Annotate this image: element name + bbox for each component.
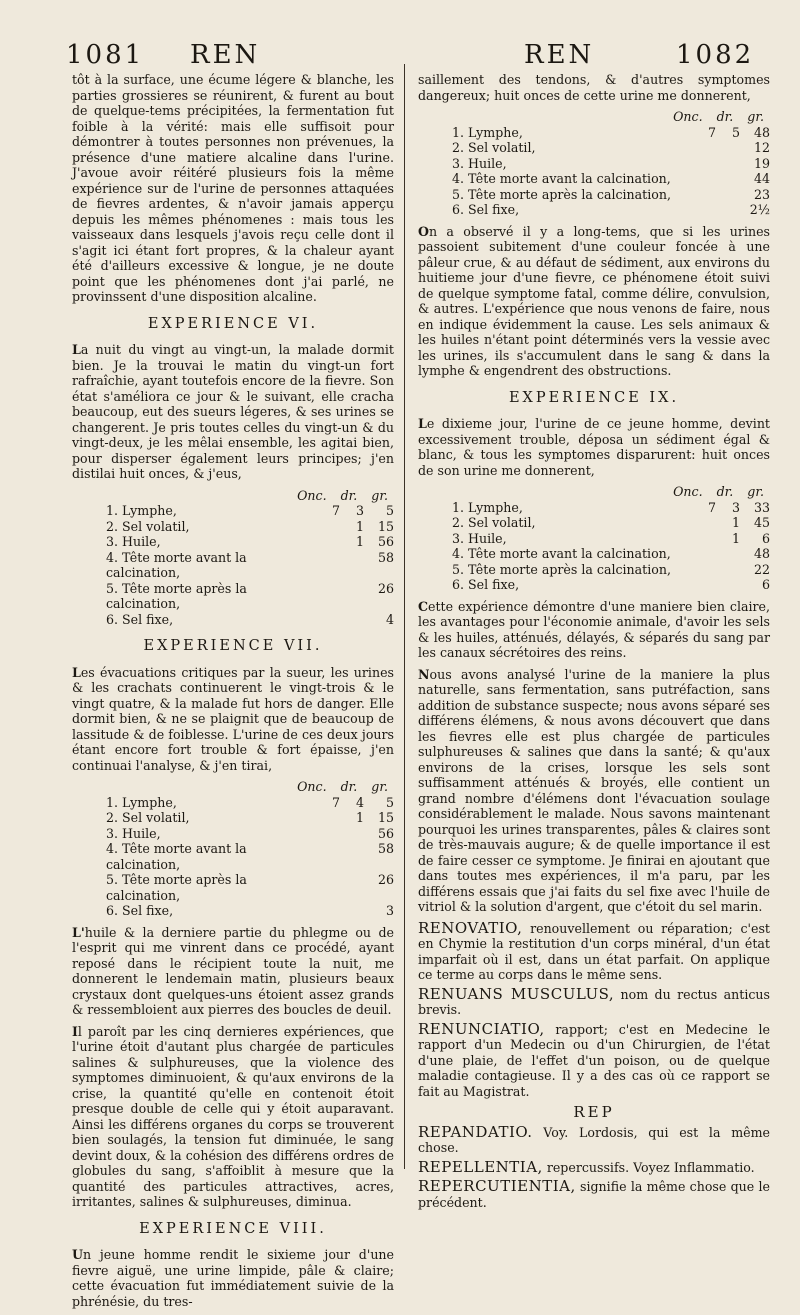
table-row [72,612,394,628]
row-label: 2. Sel volatil, [452,140,536,155]
col-gr: gr. [371,779,388,794]
dictionary-entry-repandatio [418,1122,770,1156]
paragraph-summary: Nous avons analysé l'urine de la maniere la plus naturelle, sans fermentation, sans putréfaction, sans addition de substance suspecte; nous avons séparé ses différens élémens, & nous avons découvert que dans les fievres elle est plus chargée de particules sulphureuses & salines que dans la santé; & qu'aux environs de la crises, lorsque les sels sont suffisamment atténués & broyés, elle contient un grand nombre d'élémens dont l'évacuation soulage considérablement le malade. Nous savons maintenant pourquoi les urines transparentes, pâles & claires sont de très-mauvais augure; & de quelle importance il est de faire cesser ce symptome. Je finirai en ajoutant que dans toutes mes expériences, il m'a paru, par les différens essais que j'ai faits du sel fixe avec l'huile de vitriol & la solution d'argent, que c'étoit du sel marin. [418,666,770,914]
table-row [418,171,770,187]
row-label: 3. Huile, [106,534,161,549]
row-label: 1. Lymphe, [452,124,523,140]
col-onc: Onc. [673,109,703,124]
cell-dr: 1 [355,518,364,534]
col-gr: gr. [747,484,764,499]
left-page-number: 1081 [66,40,145,70]
row-label: 2. Sel volatil, [106,810,190,825]
cell-gr: 56 [377,534,394,549]
cell-dr: 1 [355,534,364,549]
row-label: 5. Tête morte après la calcination, [106,580,247,611]
table-experience-6 [72,488,394,628]
entry-text: renouvellement ou réparation; c'est en Chymie la restitution d'un corps minéral, d'un état imparfait où il est, dans un état parfait. On applique ce terme au corps dans le même sens. [418,920,770,982]
heading-experience-6: EXPERIENCE VI. [147,315,319,332]
heading-experience-7: EXPERIENCE VII. [143,638,323,654]
paragraph-observation: On a observé il y a long-tems, que si les urines passoient subitement d'une couleur foncée à une pâleur crue, & au défaut de sédiment, aux environs du huitieme jour d'une fievre, ce phénomene étoit suivi de quelque symptome fatal, comme délire, convulsion, & autres. L'expérience que nous venons de faire, nous en indique évidemment la cause. Les sels animaux & les huiles n'étant point déterminés vers la vessie avec les urines, ils s'accumulent dans le sang & dans la lymphe & engendrent des obstructions. [418,223,770,378]
cell-gr: 6 [761,577,770,592]
left-column [72,72,394,1315]
cell-gr: 33 [753,499,770,515]
paragraph-crystals: L'huile & la derniere partie du phlegme ou de l'esprit qui me vinrent dans ce procédé, ayant reposé dans le récipient toute la nuit, me donnerent le lendemain matin, plusieurs beaux crystaux dont quelques-uns étoient assez grands & ressembloient aux pierres des boucles de deuil. [72,924,394,1017]
cell-dr: 1 [731,515,740,530]
table-row [418,140,770,156]
table-row [418,531,770,547]
column-divider [404,64,405,1169]
table-row [418,562,770,578]
row-label: 1. Lymphe, [452,499,523,515]
col-gr: gr. [747,109,764,124]
entry-headword: RENOVATIO, [418,918,523,937]
cell-onc: 7 [331,794,340,810]
cell-gr: 48 [753,546,770,561]
entry-text: repercussifs. Voyez Inflammatio. [542,1159,755,1175]
dictionary-entry-renuans-musculus [418,984,770,1018]
table-row [72,810,394,826]
table-experience-7 [72,779,394,919]
entry-headword: REPERCUTIENTIA, [418,1177,576,1195]
entry-text: Voy. Lordosis, qui est la même chose. [418,1124,770,1155]
table-row [72,519,394,535]
col-dr: dr. [716,484,734,499]
col-onc: Onc. [673,484,703,499]
cell-gr: 45 [753,515,770,530]
table-row [72,795,394,811]
table-row [72,534,394,550]
paragraph-experience-7: Les évacuations critiques par la sueur, les urines & les crachats continuerent le vingt-trois & le vingt quatre, & la malade fut hors de danger. Elle dormit bien, & ne se plaignit que de beaucoup de lassitude & de foiblesse. L'urine de ces deux jours étant encore fort trouble & fort épaisse, j'en continuai l'analyse, & j'en tirai, [72,664,394,773]
cell-gr: 26 [377,580,394,596]
table-row [72,826,394,842]
cell-gr: 44 [753,171,770,186]
cell-gr: 19 [753,155,770,171]
row-label: 4. Tête morte avant la calcination, [106,841,247,872]
cell-dr: 3 [355,503,364,518]
heading-experience-9: EXPERIENCE IX. [508,389,680,406]
cell-gr: 5 [385,503,394,518]
dictionary-entry-renovatio [418,918,770,983]
cell-gr: 2½ [749,202,770,217]
row-label: 1. Lymphe, [106,794,177,810]
cell-gr: 15 [377,810,394,825]
right-page-number: 1082 [676,40,755,70]
table-row [418,500,770,516]
table-row [72,581,394,612]
dictionary-entry-repercutientia [418,1179,770,1210]
row-label: 3. Huile, [106,825,161,841]
table-row [72,841,394,872]
heading-experience-8: EXPERIENCE VIII. [139,1220,327,1237]
paragraph-experience-6: La nuit du vingt au vingt-un, la malade dormit bien. Je la trouvai le matin du vingt-un fort rafraîchie, ayant toutefois encore de la fievre. Son état s'améliora ce jour & le suivant, elle cracha beaucoup, eut des sueurs légeres, & ses urines se changerent. Je pris toutes celles du vingt-un & du vingt-deux, je les mêlai ensemble, les agitai bien, pour disperser également leurs principes; j'en distilai huit onces, & j'eus, [72,342,394,481]
entry-text: nom du rectus anticus brevis. [418,986,770,1017]
row-label: 4. Tête morte avant la calcination, [106,549,247,580]
paragraph-intro: tôt à la surface, une écume légere & blanche, les parties grossieres se réunirent, & furent au bout de quelque-tems précipitées, la fermentation fut foible à la vérité: mais elle suffisoit pour démontrer à toutes personnes non prévenues, la présence d'une matiere alcaline dans l'urine. J'avoue avoir réitéré plusieurs fois la même expérience sur de l'urine de personnes attaquées de fievres ardentes, & n'avoir jamais apperçu depuis les mêmes phénomenes : mais tous les vaisseaux dans lesquels j'avois reçu celle dont il s'agit ici étant fort propres, & la chaleur ayant été d'ailleurs excessive & longue, je ne doute point que les phénomenes dont j'ai parlé, ne provinssent d'une disposition alcaline. [72,72,394,304]
row-label: 2. Sel volatil, [452,515,536,530]
paragraph-experience-8-continued: saillement des tendons, & d'autres symptomes dangereux; huit onces de cette urine me donnerent, [418,72,770,103]
row-label: 6. Sel fixe, [452,577,520,592]
entry-text: signifie la même chose que le précédent. [418,1179,770,1210]
cell-gr: 3 [385,903,394,918]
row-label: 4. Tête morte avant la calcination, [452,171,671,186]
table-row [72,872,394,903]
table-header [72,779,394,795]
cell-dr: 3 [731,499,740,515]
col-dr: dr. [716,109,734,124]
cell-dr: 4 [355,794,364,810]
cell-gr: 5 [385,794,394,810]
row-label: 5. Tête morte après la calcination, [452,186,671,202]
row-label: 3. Huile, [452,155,507,171]
table-row [418,187,770,203]
cell-dr: 5 [731,124,740,140]
paragraph-experience-9: Le dixieme jour, l'urine de ce jeune homme, devint excessivement trouble, déposa un sédiment égal & blanc, & tous les symptomes disparurent: huit onces de son urine me donnerent, [418,416,770,478]
table-row [72,903,394,919]
col-onc: Onc. [297,487,327,503]
entry-headword: RENUANS MUSCULUS, [418,984,615,1003]
table-experience-8 [418,109,770,218]
dictionary-entry-repellentia [418,1157,770,1176]
row-label: 6. Sel fixe, [106,903,174,918]
section-heading-rep: REP [573,1103,615,1121]
col-onc: Onc. [297,779,327,794]
row-label: 5. Tête morte après la calcination, [452,561,671,577]
paragraph-conclusion: Il paroît par les cinq dernieres expériences, que l'urine étoit d'autant plus chargée de particules salines & sulphureuses, que la violence des symptomes diminuoient, & qu'aux environs de la crise, la quantité qu'elle en contenoit étoit presque double de celle qui y étoit auparavant. Ainsi les différens organes du corps se trouverent bien soulagés, la tension fut diminuée, le sang devint doux, & la cohésion des différens ordres de globules du sang, s'affoiblit à mesure que la quantité des particules attractives, acres, irritantes, salines & sulphureuses, diminua. [72,1023,394,1209]
cell-gr: 22 [753,561,770,577]
row-label: 4. Tête morte avant la calcination, [452,546,671,561]
left-running-head: REN [190,40,261,70]
entry-headword: RENUNCIATIO, [418,1019,545,1038]
row-label: 3. Huile, [452,530,507,546]
table-header [72,488,394,504]
cell-gr: 23 [753,186,770,202]
paragraph-demonstration: Cette expérience démontre d'une maniere bien claire, les avantages pour l'économie animale, d'avoir les sels & les huiles, atténués, délayés, & séparés du sang par les canaux sécrétoires des reins. [418,598,770,660]
cell-onc: 7 [707,124,716,140]
row-label: 6. Sel fixe, [106,611,174,627]
cell-gr: 15 [377,518,394,534]
right-running-head: REN [524,40,595,70]
cell-gr: 58 [377,549,394,565]
entry-headword: REPANDATIO. [418,1122,533,1141]
table-row [418,515,770,531]
table-experience-9 [418,484,770,593]
cell-gr: 4 [385,611,394,627]
table-row [418,202,770,218]
table-header [418,484,770,500]
dictionary-entry-renunciatio [418,1019,770,1100]
cell-dr: 1 [731,530,740,546]
table-row [418,125,770,141]
paragraph-experience-8: Un jeune homme rendit le sixieme jour d'une fievre aiguë, une urine limpide, pâle & claire; cette évacuation fut immédiatement suivie de la phrénésie, du tres- [72,1247,394,1309]
col-dr: dr. [340,487,358,503]
cell-gr: 12 [753,140,770,155]
cell-onc: 7 [331,503,340,518]
table-row [418,546,770,562]
cell-gr: 56 [377,825,394,841]
right-column [418,72,770,1214]
table-header [418,109,770,125]
table-row [72,550,394,581]
table-row [418,156,770,172]
table-row [72,503,394,519]
cell-gr: 26 [377,872,394,887]
col-dr: dr. [340,779,358,794]
row-label: 6. Sel fixe, [452,202,520,217]
cell-gr: 48 [753,124,770,140]
entry-text: rapport; c'est en Medecine le rapport d'un Medecin ou d'un Chirurgien, de l'état d'une plaie, de l'effet d'un poison, ou de quelque maladie contagieuse. Il y a des cas où ce rapport se fait au Magistrat. [418,1021,770,1099]
cell-gr: 6 [761,530,770,546]
table-row [418,577,770,593]
entry-headword: REPELLENTIA, [418,1157,543,1176]
row-label: 5. Tête morte après la calcination, [106,872,247,903]
cell-gr: 58 [377,841,394,856]
col-gr: gr. [371,487,388,503]
cell-onc: 7 [707,499,716,515]
row-label: 2. Sel volatil, [106,518,190,534]
cell-dr: 1 [355,810,364,825]
row-label: 1. Lymphe, [106,503,177,518]
